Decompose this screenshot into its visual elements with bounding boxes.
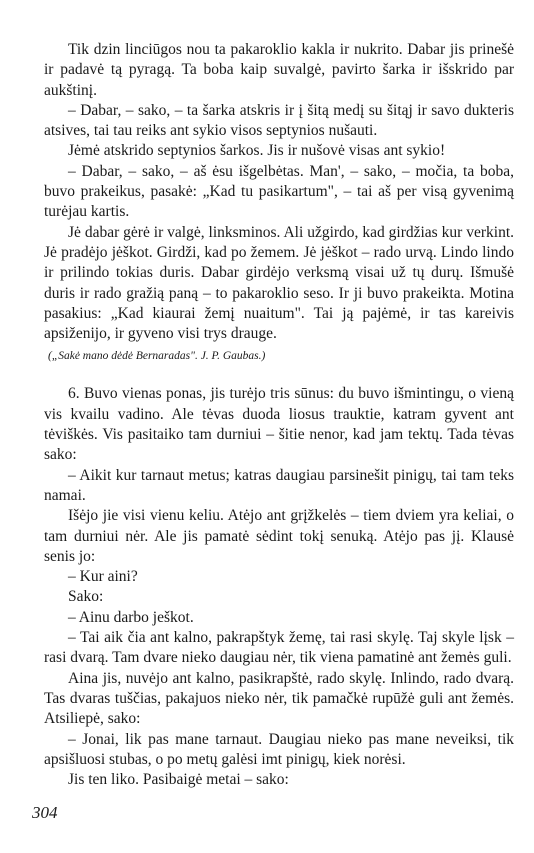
paragraph: – Jonai, lik pas mane tarnaut. Daugiau nieko pas mane neveiksi, tik apsišluosi stubas, o po metų galėsi imt pinigų, kiek norėsi. [44,730,514,768]
paragraph: – Dabar, – sako, – aš ėsu išgelbėtas. Man', – sako, – močia, ta boba, buvo prakeikus, pasakė: „Kad tu pasikartum", – tai aš per visą gyvenimą turėjau kartis. [44,162,514,221]
paragraph: – Dabar, – sako, – ta šarka atskris ir į šitą medį su šitąj ir savo dukteris atsives, tai tau reiks ant sykio visos septynios nušauti. [44,101,514,140]
paragraph: – Kur aini? [68,568,138,586]
paragraph: – Ainu darbo ješkot. [68,608,194,626]
paragraph: Tik dzin linciūgos nou ta pakaroklio kakla ir nukrito. Dabar jis prinešė ir padavė tą pyragą. Ta boba kaip suvalgė, pavirto šarka ir išskrido par aukštinį. [44,41,514,99]
paragraph: Išėjo jie visi vienu keliu. Atėjo ant grįžkelės – tiem dviem yra keliai, o tam durniui nėr. Ale jis pamatė sėdint tokį senuką. Atėjo pas jį. Klausė senis jo: [44,507,514,565]
page-number: 304 [32,803,58,822]
section-gap [44,365,514,384]
paragraph: Aina jis, nuvėjo ant kalno, pasikrapštė, rado skylę. Inlindo, rado dvarą. Tas dvaras tuščias, pakajuos nieko nėr, tik pamačkė rupūžė guli ant žemės. Atsiliepė, sako: [44,669,514,728]
paragraph: 6. Buvo vienas ponas, jis turėjo tris sūnus: du buvo išmintingu, o vieną vis kvailu vadino. Ale tėvas duoda liosus trauktie, katram gyvent ant tėviškės. Vis pasitaiko tam durniui – šitie nenor, kad jam tektų. Tada tėvas sako: [44,385,514,464]
paragraph: Jis ten liko. Pasibaigė metai – sako: [68,771,289,789]
paragraph: Jėmė atskrido septynios šarkos. Jis ir nušovė visas ant sykio! [68,142,446,160]
paragraph: Sako: [68,588,104,606]
paragraph: – Tai aik čia ant kalno, pakrapštyk žemę, tai rasi skylę. Taj skyle lįsk – rasi dvarą. Tam dvare nieko daugiau nėr, tik viena pamatinė ant žemės guli. [44,629,514,667]
body-text [44,40,514,790]
paragraph: Jė dabar gėrė ir valgė, linksminos. Ali užgirdo, kad girdžias kur verkint. Jė pradėjo jėškot. Girdži, kad po žemem. Jė jėškot – rado urvą. Lindo lindo ir prilindo tokias duris. Dabar girdėjo verksmą visai už tų durų. Išmušė duris ir rado gražią paną – to pakaroklio seso. Ir ji buvo prakeikta. Motina pasakius: „Kad kiaurai žemį nuaitum". Tai ją pajėmė, ir tas kareivis apsiženijo, ir gyveno visi trys drauge. [44,223,514,343]
source-citation: („Sakė mano dėdė Bernaradas". J. P. Gaubas.) [48,350,266,363]
paragraph: – Aikit kur tarnaut metus; katras daugiau parsinešit pinigų, tai tam teks namai. [44,466,514,504]
